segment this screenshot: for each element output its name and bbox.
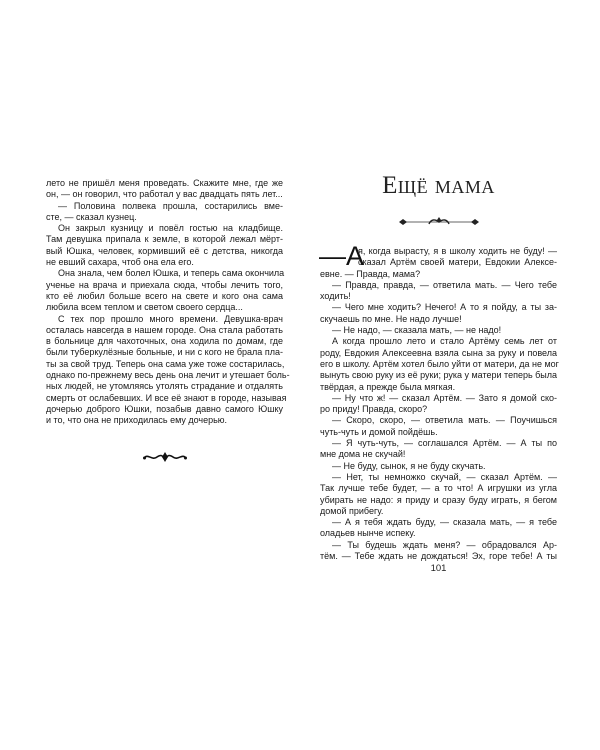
section-end-ornament-icon [142,451,188,463]
text-line: Так лучше тебе будет, — а то что! А игрушки из угла [320,483,557,494]
text-line: ных людей, не утомляясь утолять страдание и отдалять [46,381,283,392]
text-line: скучаешь по мне. Не надо лучше! [320,313,462,324]
text-line: — Ты будешь ждать меня? — обрадовался Ар- [332,539,557,550]
page-number: 101 [430,563,447,574]
text-line: в больнице для чахоточных, она ходила по домам, где [46,336,283,347]
text-line: С тех пор прошло много времени. Девушка-врач [58,313,283,324]
text-line: однако по-прежнему весь день она лечит и утешает боль- [46,370,290,381]
text-line: — Ну что ж! — сказал Артём. — Зато я домой ско- [332,392,557,403]
text-line: — Не буду, сынок, я не буду скучать. [332,460,486,471]
text-line: чуть-чуть и домой пойдёшь. [320,426,438,437]
text-line: — Я чуть-чуть, — соглашался Артём. — А ты по [332,438,557,449]
text-line: ты за свой труд. Теперь она сама уже тоже состарилась, [46,358,285,369]
text-line: ходить! [320,291,351,302]
text-line: домой прибегу. [320,505,384,516]
text-line: тём. — Тебе ждать не дождаться! Эх, горе тебе! А ты [320,551,557,562]
text-line: сте, — сказал кузнец. [46,211,137,222]
text-line: — Правда, правда, — ответила мать. — Чего тебе [332,279,557,290]
text-line: кто её любил больше всего на свете и кого она сама [46,290,283,301]
text-line: — Половина полвека прошла, состарились вме- [58,200,283,211]
text-line: смерть от ослабевших. И все её знают в городе, называя [46,392,287,403]
text-line: мне дома не скучай! [320,449,406,460]
text-line: убирать не надо: я приду и сразу буду играть, я бегом [320,494,557,505]
text-line: А когда прошло лето и стало Артёму семь лет от [332,336,557,347]
text-line: роду, Евдокия Алексеевна взяла сына за руку и повела [320,347,557,358]
title-ornament-icon [397,216,481,228]
text-line: не евший сахара, чтоб она ела его. [46,257,194,268]
text-line: были туберкулёзные больные, и ни с кого не брала пла- [46,347,283,358]
text-line: — Не надо, — сказала мать, — не надо! [332,325,502,336]
text-line: евне. — Правда, мама? [320,268,421,279]
text-line: дочерью доброго Юшки, позабыв давно самого Юшку [46,403,283,414]
text-line: и то, что она не приходилась ему дочерью. [46,415,228,426]
left-page-text [46,178,290,427]
text-line: его в школу. Артём хотел было уйти от матери, да не мог [320,358,559,369]
text-line: ученье на врача и приехала сюда, чтобы лечить того, [46,279,283,290]
drop-cap: —А [319,241,365,271]
text-line: осталась навсегда в нашем городе. Она стала работать [46,324,283,335]
right-page-text [319,241,559,562]
text-line: Там девушка припала к земле, в которой лежал мёрт- [46,234,283,245]
text-line: Он закрыл кузницу и повёл гостью на кладбище. [58,223,283,234]
text-line: — А я тебя ждать буду, — сказала мать, — я тебе [332,517,557,528]
text-line: — Скоро, скоро, — ответила мать. — Поучишься [332,415,557,426]
text-line: я, когда вырасту, я в школу ходить не буду! — [358,246,557,256]
text-line: оладьев нынче испеку. [320,528,416,539]
text-line: Она знала, чем болел Юшка, и теперь сама окончила [58,268,285,279]
text-line: — Чего мне ходить? Нечего! А то я пойду, а ты за- [332,302,557,313]
text-line: любила всем теплом и светом своего сердца... [46,302,243,313]
text-line: вый Юшка, человек, кормивший её с детства, никогда [46,245,283,256]
text-line: вынуть свою руку из её руки; рука у матери теперь была [320,370,558,381]
text-line: — Нет, ты немножко скучай, — сказал Артём. — [332,471,557,482]
text-line: лето не пришёл меня проведать. Скажите мне, где же [46,178,283,188]
text-line: сказал Артём своей матери, Евдокии Алексе- [358,257,557,268]
text-line: он, — он говорил, что работал у вас двадцать пять лет... [46,189,283,200]
text-line: ро приду! Правда, скоро? [320,404,428,415]
chapter-title: Ещё мама [382,172,495,199]
text-line: твёрдая, а прежде была мягкая. [320,381,456,392]
